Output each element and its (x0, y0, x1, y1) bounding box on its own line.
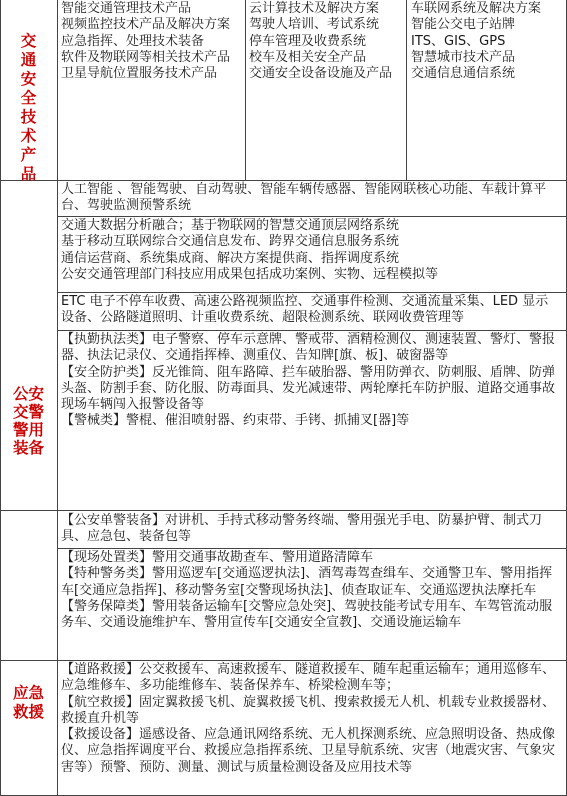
column-divider (57, 0, 58, 796)
list-item: 【救援设备】遥感设备、应急通讯网络系统、无人机探测系统、应急照明设备、热成像仪、应急指挥调度平台、救援应急指挥系统、卫星导航系统、灾害（地震灾害、气象灾害等）预警、预防、测量、测试与质量检测设备及应用技术等 (61, 727, 556, 775)
category-label: 公安交警警用装备 (12, 385, 44, 457)
traffic-tech-column-3 (411, 1, 564, 82)
list-item: 【道路救援】公交救援车、高速救援车、隧道救援车、随车起重运输车；通用巡修车、应急维修车、多功能维修车、装备保养车、桥梁检测车等； (61, 662, 556, 694)
row-text: 人工智能 、智能驾驶、自动驾驶、智能车辆传感器、智能网联核心功能、车载计算平台、驾驶监测预警系统 (61, 182, 547, 214)
list-item: 【航空救援】固定翼救援飞机、旋翼救援飞机、搜索救援无人机、机载专业救援器材、救援直升机等 (61, 694, 556, 726)
list-item: 【特种警务类】警用巡逻车[交通巡逻执法]、酒驾毒驾查缉车、交通警卫车、警用指挥车[交通应急指挥]、移动警务室[交警现场执法]、侦查取证车、交通巡逻执法摩托车 (61, 566, 553, 598)
row-divider (57, 292, 567, 293)
row-text: ETC 电子不停车收费、高速公路视频监控、交通事件检测、交通流量采集、LED 显示设备、公路隧道照明、计重收费系统、超限检测系统、联网收费管理等 (61, 294, 549, 326)
category-traffic-safety (0, 32, 57, 184)
row-divider (0, 660, 567, 661)
list-item: 智能公交电子站牌 (411, 17, 516, 33)
category-emergency-rescue (0, 684, 57, 722)
list-item: 停车管理及收费系统 (249, 33, 367, 49)
row-etc (61, 294, 561, 327)
row-divider (57, 548, 567, 549)
traffic-tech-column-2 (249, 1, 403, 82)
row-police-vehicles (61, 550, 561, 631)
list-item: 驾驶人培训、考试系统 (249, 17, 380, 33)
list-item: 车联网系统及解决方案 (411, 1, 542, 16)
category-label: 应急救援 (12, 684, 44, 721)
list-item: 云计算技术及解决方案 (249, 1, 380, 16)
list-item: 软件及物联网等相关技术产品 (61, 49, 231, 65)
row-big-data (61, 218, 561, 283)
list-item: 基于移动互联网综合交通信息发布、跨界交通信息服务系统 (61, 234, 400, 250)
row-divider (57, 330, 567, 331)
list-item: 【警械类】警棍、催泪喷射器、约束带、手铐、抓捕叉[器]等 (61, 413, 410, 429)
column-divider (406, 0, 407, 180)
row-divider (57, 216, 567, 217)
list-item: 智慧城市技术产品 (411, 49, 516, 65)
row-police-equipment (61, 332, 561, 430)
row-divider (0, 180, 567, 181)
list-item: 公安交通管理部门科技应用成果包括成功案例、实物、远程模拟等 (61, 266, 439, 282)
row-single-police-equipment (61, 513, 561, 546)
list-item: 交通信息通信系统 (411, 66, 516, 82)
list-item: 卫星导航位置服务技术产品 (61, 66, 218, 82)
list-item: 【警务保障类】警用装备运输车[交警应急处突]、驾驶技能考试专用车、车驾管流动服务车、交通设施维护车、警用宣传车[交通安全宣教]、交通设施运输车 (61, 598, 553, 631)
row-text: 【公安单警装备】对讲机、手持式移动警务终端、警用强光手电、防暴护臂、制式刀具、应急包、装备包等 (61, 513, 543, 545)
list-item: 【安全防护类】反光锥筒、阻车路障、拦车破胎器、警用防弹衣、防刺服、盾牌、防弹头盔、防割手套、防化服、防毒面具、发光减速带、两轮摩托车防护服、道路交通事故现场车辆闯入报警设备等 (61, 364, 556, 413)
row-divider (0, 510, 567, 511)
row-ai-smart-driving (61, 182, 561, 215)
list-item: 校车及相关安全产品 (249, 49, 367, 65)
list-item: 交通大数据分析融合；基于物联网的智慧交通顶层网络系统 (61, 218, 400, 233)
list-item: 【现场处置类】警用交通事故勘查车、警用道路清障车 (61, 550, 374, 565)
list-item: 【执勤执法类】电子警察、停车示意牌、警戒带、酒精检测仪、测速装置、警灯、警报器、执法记录仪、交通指挥棒、测重仪、告知牌[旗、板]、破窗器等 (61, 332, 556, 364)
row-rescue (61, 662, 561, 776)
list-item: 智能交通管理技术产品 (61, 1, 192, 16)
list-item: 应急指挥、处理技术装备 (61, 33, 205, 49)
category-police-equipment (0, 385, 57, 457)
list-item: 通信运营商、系统集成商、解决方案提供商、指挥调度系统 (61, 250, 400, 266)
list-item: 交通安全设备设施及产品 (249, 66, 393, 82)
list-item: 视频监控技术产品及解决方案 (61, 17, 231, 33)
list-item: ITS、GIS、GPS (411, 33, 506, 49)
column-divider (245, 0, 246, 180)
traffic-tech-column-1 (61, 1, 241, 82)
category-label: 交通安全技术产品 (20, 32, 37, 183)
